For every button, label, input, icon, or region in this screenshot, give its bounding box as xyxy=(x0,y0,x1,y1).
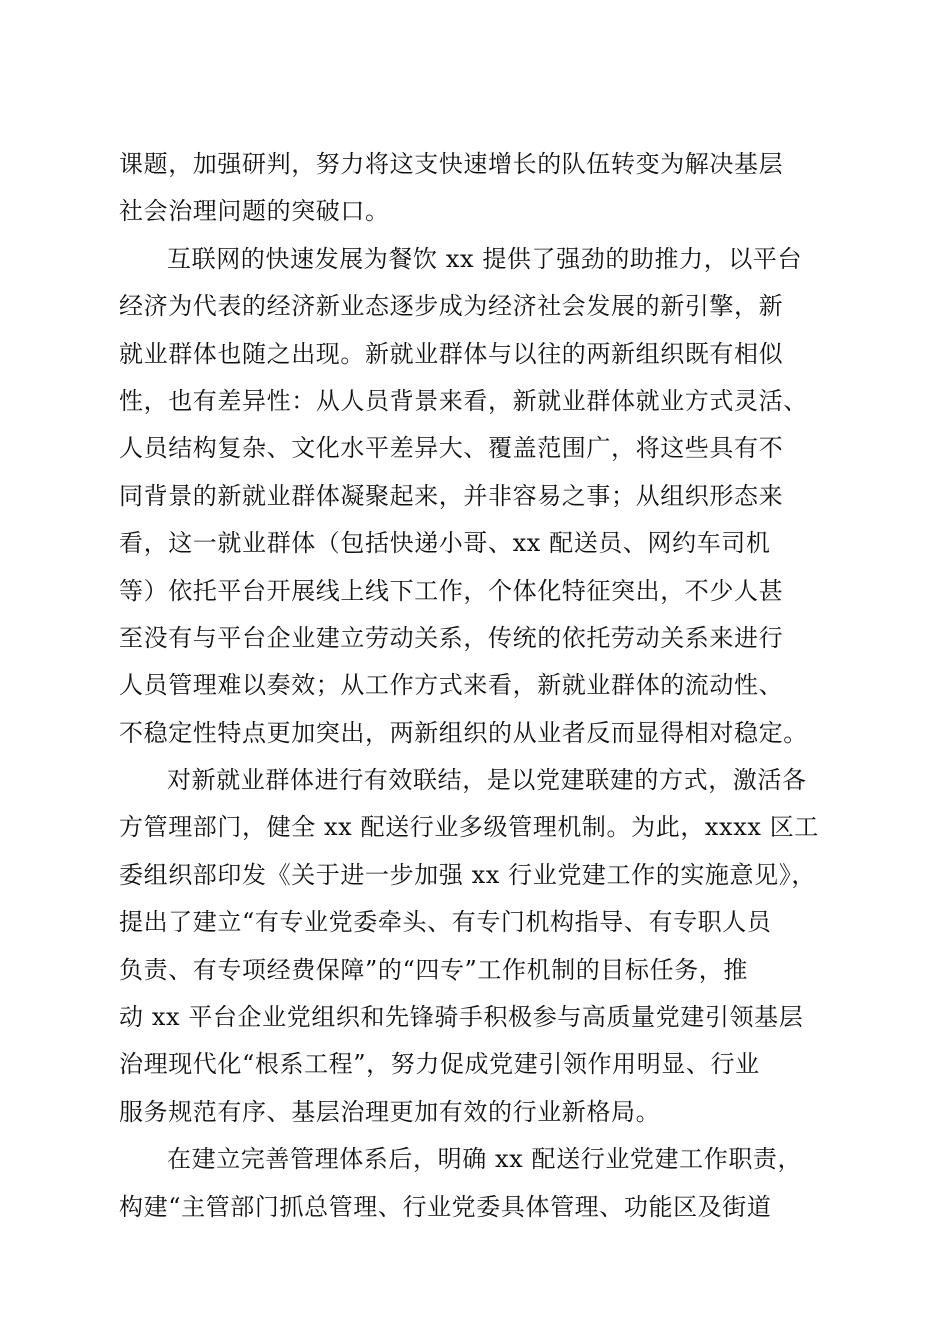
text-line: 不稳定性特点更加突出，两新组织的从业者反而显得相对稳定。 xyxy=(119,718,808,747)
text-line: 人员结构复杂、文化水平差异大、覆盖范围广，将这些具有不 xyxy=(119,434,784,463)
text-line: 至没有与平台企业建立劳动关系，传统的依托劳动关系来进行 xyxy=(119,623,784,652)
text-line: 人员管理难以奏效；从工作方式来看，新就业群体的流动性、 xyxy=(119,671,784,700)
text-line: 服务规范有序、基层治理更加有效的行业新格局。 xyxy=(119,1097,661,1126)
paragraph-first-line: 对新就业群体进行有效联结，是以党建联建的方式，激活各 xyxy=(167,766,807,795)
paragraph-first-line: 互联网的快速发展为餐饮 xx 提供了强劲的助推力，以平台 xyxy=(167,244,803,273)
text-line: 构建“主管部门抓总管理、行业党委具体管理、功能区及街道 xyxy=(119,1192,772,1221)
text-line: 治理现代化“根系工程”，努力促成党建引领作用明显、行业 xyxy=(119,1050,760,1079)
text-line: 同背景的新就业群体凝聚起来，并非容易之事；从组织形态来 xyxy=(119,481,784,510)
text-line: 就业群体也随之出现。新就业群体与以往的两新组织既有相似 xyxy=(119,339,784,368)
text-line: 经济为代表的经济新业态逐步成为经济社会发展的新引擎，新 xyxy=(119,292,784,321)
text-line: 性，也有差异性：从人员背景来看，新就业群体就业方式灵活、 xyxy=(119,386,808,415)
text-line: 委组织部印发《关于进一步加强 xx 行业党建工作的实施意见》， xyxy=(119,860,816,889)
text-line: 动 xx 平台企业党组织和先锋骑手积极参与高质量党建引领基层 xyxy=(119,1003,804,1032)
text-line: 提出了建立“有专业党委牵头、有专门机构指导、有专职人员 xyxy=(119,908,772,937)
text-line: 等）依托平台开展线上线下工作，个体化特征突出，不少人甚 xyxy=(119,576,784,605)
document-body xyxy=(119,141,831,1231)
text-line: 看，这一就业群体（包括快递小哥、xx 配送员、网约车司机 xyxy=(119,529,771,558)
text-line: 课题，加强研判，努力将这支快速增长的队伍转变为解决基层 xyxy=(119,150,784,178)
text-line: 社会治理问题的突破口。 xyxy=(119,197,390,226)
text-line: 负责、有专项经费保障”的“四专”工作机制的目标任务，推 xyxy=(119,955,749,984)
text-line: 方管理部门，健全 xx 配送行业多级管理机制。为此，xxxx 区工 xyxy=(119,813,819,842)
paragraph-first-line: 在建立完善管理体系后，明确 xx 配送行业党建工作职责， xyxy=(167,1145,803,1174)
